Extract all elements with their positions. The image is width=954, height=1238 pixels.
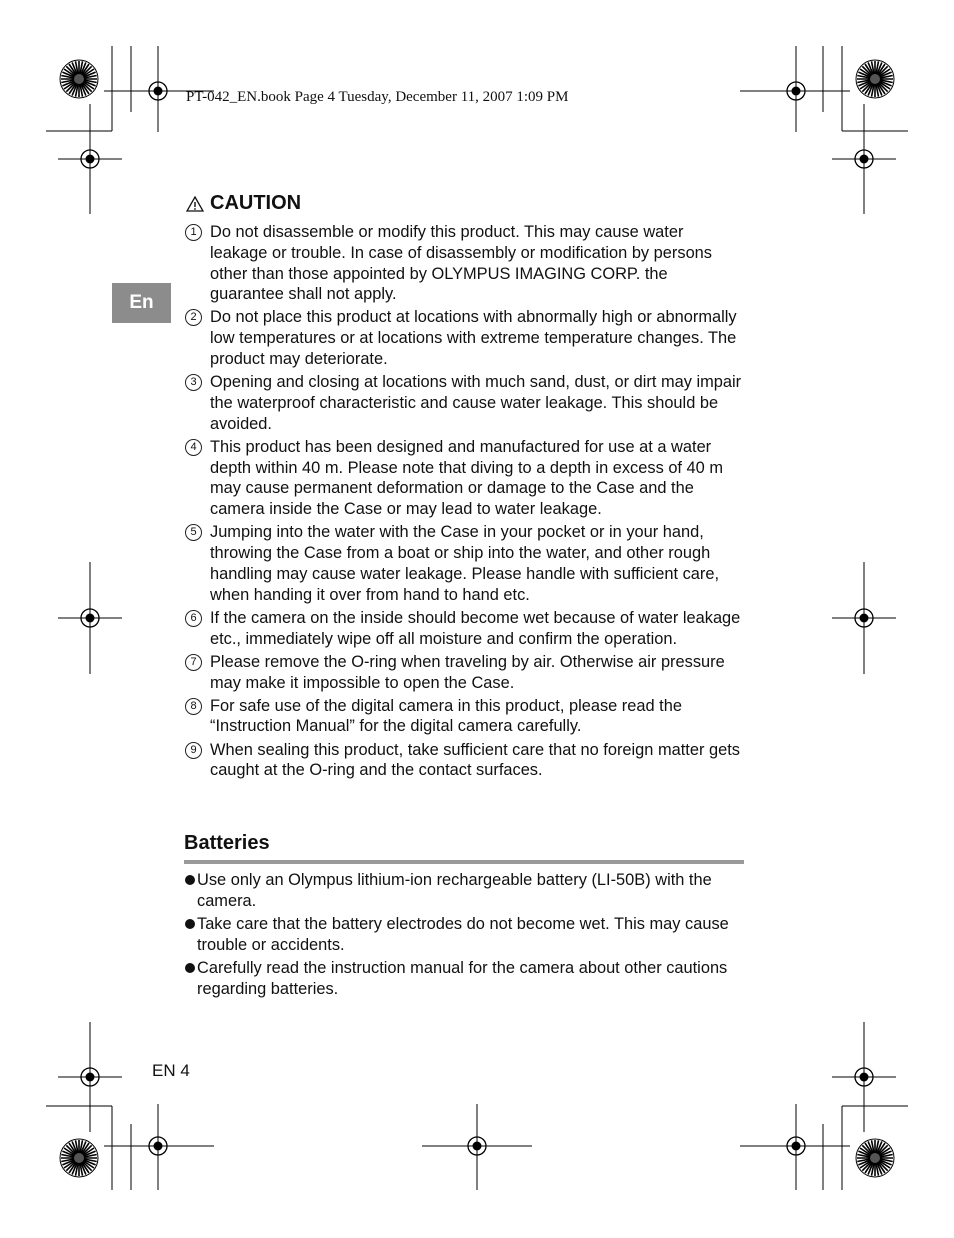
battery-list-item: [184, 914, 744, 956]
circled-number: 8: [185, 698, 202, 715]
caution-item: [184, 608, 744, 650]
caution-heading: [186, 192, 301, 215]
circled-number: 1: [185, 224, 202, 241]
bullet-icon: [185, 919, 195, 929]
caution-item: [184, 437, 744, 520]
circled-number: 5: [185, 524, 202, 541]
language-tab: En: [112, 283, 171, 323]
book-header-info: PT-042_EN.book Page 4 Tuesday, December 11, 2007 1:09 PM: [186, 89, 569, 105]
caution-item: [184, 372, 744, 434]
batteries-list: [184, 870, 744, 1002]
circled-number: 3: [185, 374, 202, 391]
caution-item-text: Do not place this product at locations with abnormally high or abnormally low temperatures or at locations with extreme temperature changes. The product may deteriorate.: [210, 308, 737, 369]
caution-item: [184, 740, 744, 782]
caution-item-text: Opening and closing at locations with much sand, dust, or dirt may impair the waterproof characteristic and cause water leakage. This should be avoided.: [210, 373, 742, 433]
battery-list-item: [184, 958, 744, 1000]
battery-item-text: Take care that the battery electrodes do not become wet. This may cause trouble or accidents.: [197, 914, 729, 954]
caution-item: [184, 652, 744, 694]
caution-item-text: This product has been designed and manufactured for use at a water depth within 40 m. Please note that diving to a depth in excess of 40 m may cause permanent deformation or damage to the Case and the camera inside the Case or may lead to water leakage.: [210, 437, 723, 519]
section-divider: [184, 860, 744, 864]
warning-triangle-icon: [186, 196, 204, 212]
bullet-icon: [185, 875, 195, 885]
caution-item-text: When sealing this product, take sufficient care that no foreign matter gets caught at the O-ring and the contact surfaces.: [210, 740, 740, 780]
battery-item-text: Use only an Olympus lithium-ion rechargeable battery (LI-50B) with the camera.: [197, 871, 712, 910]
batteries-heading: Batteries: [184, 832, 270, 854]
caution-list: [184, 222, 744, 783]
caution-item-text: If the camera on the inside should become wet because of water leakage etc., immediately wipe off all moisture and confirm the operation.: [210, 608, 741, 648]
circled-number: 6: [185, 610, 202, 627]
circled-number: 9: [185, 742, 202, 759]
circled-number: 4: [185, 439, 202, 456]
caution-item-text: For safe use of the digital camera in this product, please read the “Instruction Manual” for the digital camera carefully.: [210, 696, 682, 736]
caution-item-text: Please remove the O-ring when traveling by air. Otherwise air pressure may make it impossible to open the Case.: [210, 652, 725, 692]
caution-item: [184, 522, 744, 605]
page-number: EN 4: [152, 1061, 190, 1080]
circled-number: 7: [185, 654, 202, 671]
caution-item: [184, 696, 744, 738]
caution-item: [184, 307, 744, 369]
caution-title: CAUTION: [210, 192, 302, 214]
bullet-icon: [185, 963, 195, 973]
battery-item-text: Carefully read the instruction manual for the camera about other cautions regarding batteries.: [197, 958, 728, 998]
caution-item-text: Do not disassemble or modify this product. This may cause water leakage or trouble. In case of disassembly or modification by persons other than those appointed by OLYMPUS IMAGING CORP. the guarantee shall not apply.: [210, 223, 712, 304]
circled-number: 2: [185, 309, 202, 326]
caution-item: [184, 222, 744, 305]
battery-list-item: [184, 870, 744, 912]
caution-item-text: Jumping into the water with the Case in your pocket or in your hand, throwing the Case from a boat or ship into the water, and other rough handling may cause water leakage. Please handle with sufficient care, when handing it over from hand to hand etc.: [210, 523, 720, 604]
